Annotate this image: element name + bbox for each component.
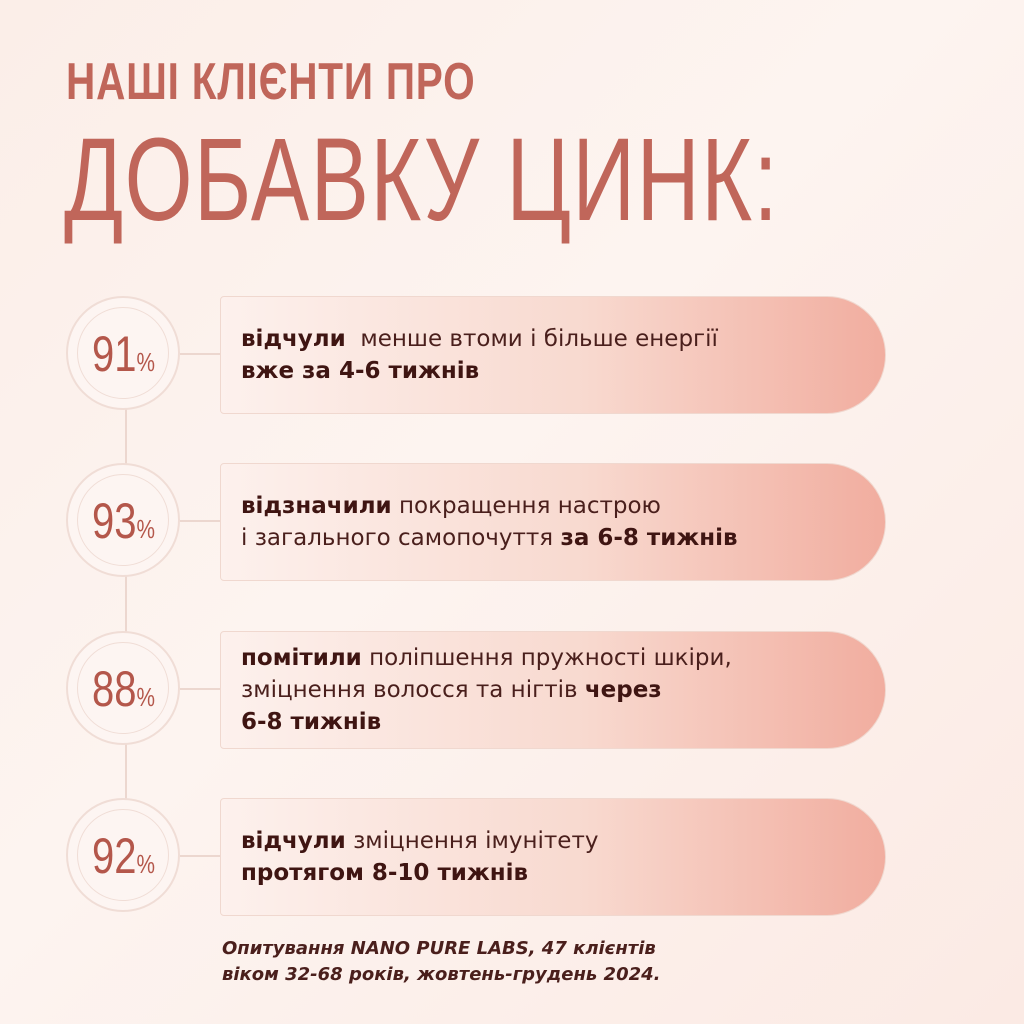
stat-verb: відчули [241, 828, 346, 854]
title-line-2: ДОБАВКУ ЦИНК: [64, 114, 780, 246]
percent-sign: % [136, 514, 155, 544]
percent-sign: % [136, 849, 155, 879]
row-connector [180, 353, 222, 355]
stat-text: покращення настрою [391, 493, 661, 519]
stat-badge [66, 463, 180, 577]
survey-footnote [222, 936, 660, 988]
stat-verb: відзначили [241, 493, 392, 519]
stat-card [220, 463, 886, 581]
stat-text: зміцнення імунітету [345, 828, 599, 854]
title-line-1: НАШІ КЛІЄНТИ ПРО [66, 53, 476, 111]
stat-timeframe: вже за 4-6 тижнів [241, 358, 480, 384]
stat-text: поліпшення пружності шкіри, [361, 645, 732, 671]
footnote-line-1: Опитування NANO PURE LABS, 47 клієнтів [222, 938, 656, 959]
stat-row-1 [66, 296, 886, 414]
stat-timeframe: через [584, 677, 662, 703]
stat-value: 93 [92, 493, 137, 549]
stat-value: 88 [92, 661, 137, 717]
row-connector [180, 520, 222, 522]
stat-card [220, 296, 886, 414]
footnote-line-2: віком 32-68 років, жовтень-грудень 2024. [222, 964, 661, 985]
stat-badge [66, 296, 180, 410]
percent-sign: % [136, 682, 155, 712]
stat-description [241, 490, 865, 554]
stat-description [241, 825, 865, 889]
percent-sign: % [136, 347, 155, 377]
stat-description [241, 642, 865, 738]
stat-text: менше втоми і більше енергії [345, 326, 718, 352]
stat-timeframe-2: 6-8 тижнів [241, 709, 382, 735]
stat-description [241, 323, 865, 387]
stat-value: 92 [92, 828, 137, 884]
stat-row-4 [66, 798, 886, 916]
stat-card [220, 631, 886, 749]
stat-value: 91 [92, 326, 137, 382]
row-connector [180, 855, 222, 857]
stat-row-2 [66, 463, 886, 581]
timeline-connector [125, 355, 127, 860]
stat-verb: помітили [241, 645, 362, 671]
stat-text-2: і загального самопочуття [241, 525, 561, 551]
stat-row-3 [66, 631, 886, 749]
stat-badge [66, 631, 180, 745]
stat-verb: відчули [241, 326, 346, 352]
stat-badge [66, 798, 180, 912]
row-connector [180, 688, 222, 690]
stat-card [220, 798, 886, 916]
stat-text-2: зміцнення волосся та нігтів [241, 677, 585, 703]
stat-timeframe: протягом 8-10 тижнів [241, 860, 529, 886]
stat-timeframe: за 6-8 тижнів [560, 525, 738, 551]
